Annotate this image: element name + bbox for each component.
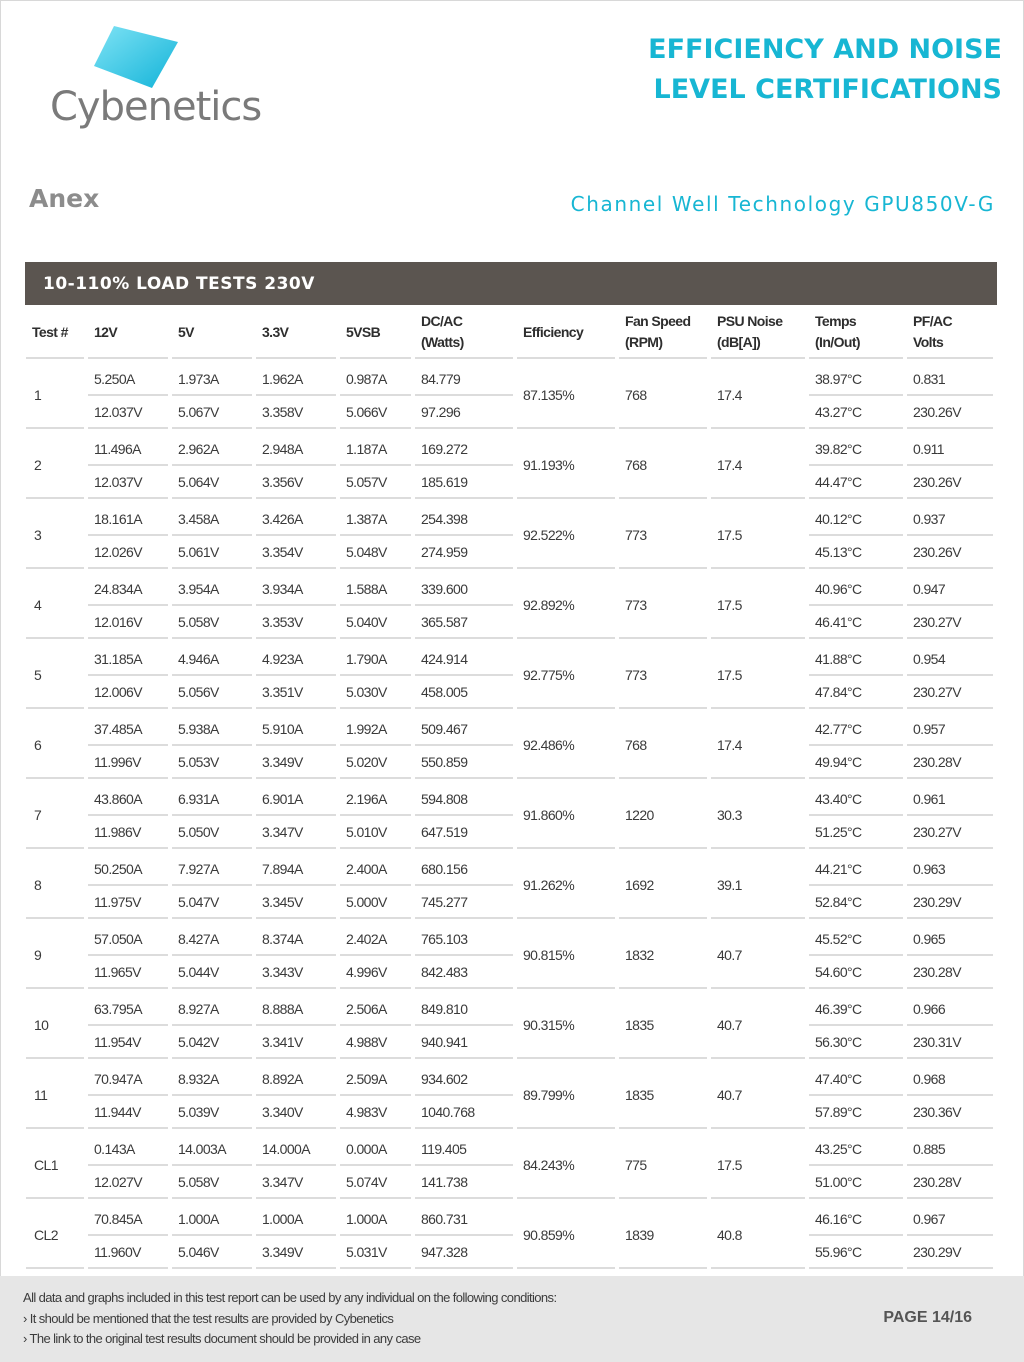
fan-speed-cell: 773: [619, 569, 707, 639]
dc-watts-cell: 849.810: [415, 989, 513, 1026]
temp-in-cell: 41.88°C: [809, 639, 903, 676]
voltage-5vsb-cell: 5.030V: [340, 676, 411, 709]
temp-in-cell: 43.40°C: [809, 779, 903, 816]
section-label: Anex: [29, 184, 100, 213]
current-12v-cell: 70.845A: [88, 1199, 168, 1236]
table-row: [26, 499, 993, 536]
current-3v3-cell: 1.000A: [256, 1199, 336, 1236]
voltage-5v-cell: 5.056V: [172, 676, 252, 709]
temp-out-cell: 51.25°C: [809, 816, 903, 849]
fan-speed-cell: 1839: [619, 1199, 707, 1269]
temp-in-cell: 39.82°C: [809, 429, 903, 466]
ac-volts-cell: 230.27V: [907, 676, 993, 709]
efficiency-cell: 90.859%: [517, 1199, 615, 1269]
ac-watts-cell: 141.738: [415, 1166, 513, 1199]
test-id-cell: CL2: [26, 1199, 84, 1269]
current-5v-cell: 7.927A: [172, 849, 252, 886]
current-3v3-cell: 6.901A: [256, 779, 336, 816]
ac-volts-cell: 230.31V: [907, 1026, 993, 1059]
efficiency-cell: 91.860%: [517, 779, 615, 849]
cybenetics-logo: [50, 22, 262, 132]
current-5vsb-cell: 1.992A: [340, 709, 411, 746]
efficiency-cell: 91.193%: [517, 429, 615, 499]
temp-out-cell: 45.13°C: [809, 536, 903, 569]
header-pf-volts: [907, 307, 993, 359]
table-row: [26, 1026, 993, 1059]
efficiency-cell: 90.315%: [517, 989, 615, 1059]
voltage-3v3-cell: 3.343V: [256, 956, 336, 989]
voltage-3v3-cell: 3.341V: [256, 1026, 336, 1059]
table-row: [26, 849, 993, 886]
current-3v3-cell: 8.888A: [256, 989, 336, 1026]
test-id-cell: 11: [26, 1059, 84, 1129]
current-5v-cell: 6.931A: [172, 779, 252, 816]
table-row: [26, 396, 993, 429]
header-dcac-line-1: DC/AC: [421, 313, 463, 329]
current-5vsb-cell: 0.987A: [340, 359, 411, 396]
test-id-cell: 4: [26, 569, 84, 639]
table-row: [26, 1236, 993, 1269]
current-5vsb-cell: 2.509A: [340, 1059, 411, 1096]
fan-speed-cell: 1832: [619, 919, 707, 989]
ac-volts-cell: 230.28V: [907, 746, 993, 779]
voltage-5v-cell: 5.044V: [172, 956, 252, 989]
footer-line-2: › It should be mentioned that the test results are provided by Cybenetics: [23, 1310, 394, 1326]
voltage-5vsb-cell: 5.066V: [340, 396, 411, 429]
dc-watts-cell: 680.156: [415, 849, 513, 886]
voltage-3v3-cell: 3.354V: [256, 536, 336, 569]
current-5v-cell: 4.946A: [172, 639, 252, 676]
table-row: [26, 779, 993, 816]
voltage-12v-cell: 12.027V: [88, 1166, 168, 1199]
table-row: [26, 569, 993, 606]
power-factor-cell: 0.885: [907, 1129, 993, 1166]
dc-watts-cell: 169.272: [415, 429, 513, 466]
voltage-12v-cell: 12.026V: [88, 536, 168, 569]
voltage-3v3-cell: 3.345V: [256, 886, 336, 919]
fan-speed-cell: 768: [619, 709, 707, 779]
ac-watts-cell: 842.483: [415, 956, 513, 989]
voltage-5vsb-cell: 5.000V: [340, 886, 411, 919]
efficiency-cell: 92.892%: [517, 569, 615, 639]
psu-noise-cell: 17.5: [711, 569, 805, 639]
header-temps-line-2: (In/Out): [815, 334, 860, 350]
voltage-5v-cell: 5.046V: [172, 1236, 252, 1269]
logo-diamond-icon: [92, 26, 188, 90]
current-5vsb-cell: 1.187A: [340, 429, 411, 466]
voltage-5v-cell: 5.067V: [172, 396, 252, 429]
power-factor-cell: 0.968: [907, 1059, 993, 1096]
table-row: [26, 359, 993, 396]
power-factor-cell: 0.961: [907, 779, 993, 816]
table-row: [26, 1129, 993, 1166]
current-5vsb-cell: 1.790A: [340, 639, 411, 676]
psu-noise-cell: 17.4: [711, 359, 805, 429]
fan-speed-cell: 773: [619, 639, 707, 709]
dc-watts-cell: 254.398: [415, 499, 513, 536]
temp-in-cell: 38.97°C: [809, 359, 903, 396]
temp-out-cell: 47.84°C: [809, 676, 903, 709]
test-id-cell: 6: [26, 709, 84, 779]
logo-text: Cybenetics: [50, 84, 262, 130]
header-dcac: [415, 307, 513, 359]
voltage-5vsb-cell: 5.020V: [340, 746, 411, 779]
efficiency-cell: 92.775%: [517, 639, 615, 709]
header-efficiency: Efficiency: [517, 307, 615, 359]
current-12v-cell: 70.947A: [88, 1059, 168, 1096]
temp-out-cell: 57.89°C: [809, 1096, 903, 1129]
voltage-12v-cell: 12.016V: [88, 606, 168, 639]
power-factor-cell: 0.967: [907, 1199, 993, 1236]
voltage-3v3-cell: 3.358V: [256, 396, 336, 429]
temp-out-cell: 54.60°C: [809, 956, 903, 989]
header-5vsb: 5VSB: [340, 307, 411, 359]
test-id-cell: 3: [26, 499, 84, 569]
voltage-3v3-cell: 3.349V: [256, 1236, 336, 1269]
voltage-12v-cell: 12.037V: [88, 466, 168, 499]
table-row: [26, 676, 993, 709]
voltage-3v3-cell: 3.356V: [256, 466, 336, 499]
current-12v-cell: 57.050A: [88, 919, 168, 956]
test-id-cell: 8: [26, 849, 84, 919]
psu-noise-cell: 40.7: [711, 1059, 805, 1129]
temp-in-cell: 40.12°C: [809, 499, 903, 536]
table-header-row: [26, 307, 993, 359]
fan-speed-cell: 768: [619, 359, 707, 429]
current-5v-cell: 8.427A: [172, 919, 252, 956]
dc-watts-cell: 84.779: [415, 359, 513, 396]
power-factor-cell: 0.965: [907, 919, 993, 956]
current-3v3-cell: 3.426A: [256, 499, 336, 536]
temp-in-cell: 40.96°C: [809, 569, 903, 606]
table-row: [26, 606, 993, 639]
table-row: [26, 1059, 993, 1096]
load-tests-table: [22, 307, 997, 1269]
power-factor-cell: 0.966: [907, 989, 993, 1026]
efficiency-cell: 89.799%: [517, 1059, 615, 1129]
ac-volts-cell: 230.29V: [907, 1236, 993, 1269]
current-12v-cell: 43.860A: [88, 779, 168, 816]
voltage-5vsb-cell: 4.988V: [340, 1026, 411, 1059]
voltage-5vsb-cell: 5.031V: [340, 1236, 411, 1269]
current-5vsb-cell: 2.400A: [340, 849, 411, 886]
voltage-5v-cell: 5.050V: [172, 816, 252, 849]
current-3v3-cell: 3.934A: [256, 569, 336, 606]
voltage-12v-cell: 11.944V: [88, 1096, 168, 1129]
fan-speed-cell: 1220: [619, 779, 707, 849]
test-id-cell: 5: [26, 639, 84, 709]
psu-noise-cell: 40.7: [711, 989, 805, 1059]
test-id-cell: 2: [26, 429, 84, 499]
dc-watts-cell: 119.405: [415, 1129, 513, 1166]
current-5vsb-cell: 1.387A: [340, 499, 411, 536]
test-id-cell: CL1: [26, 1129, 84, 1199]
dc-watts-cell: 860.731: [415, 1199, 513, 1236]
psu-noise-cell: 17.5: [711, 1129, 805, 1199]
header-dcac-line-2: (Watts): [421, 334, 464, 350]
fan-speed-cell: 1692: [619, 849, 707, 919]
dc-watts-cell: 509.467: [415, 709, 513, 746]
current-5v-cell: 14.003A: [172, 1129, 252, 1166]
current-3v3-cell: 1.962A: [256, 359, 336, 396]
table-row: [26, 989, 993, 1026]
current-3v3-cell: 8.374A: [256, 919, 336, 956]
temp-in-cell: 42.77°C: [809, 709, 903, 746]
page-number: PAGE 14/16: [883, 1309, 972, 1326]
header-fan-line-1: Fan Speed: [625, 313, 691, 329]
ac-watts-cell: 1040.768: [415, 1096, 513, 1129]
ac-watts-cell: 647.519: [415, 816, 513, 849]
current-5v-cell: 8.927A: [172, 989, 252, 1026]
current-3v3-cell: 2.948A: [256, 429, 336, 466]
ac-watts-cell: 185.619: [415, 466, 513, 499]
header-3v3: 3.3V: [256, 307, 336, 359]
ac-volts-cell: 230.36V: [907, 1096, 993, 1129]
temp-out-cell: 56.30°C: [809, 1026, 903, 1059]
voltage-3v3-cell: 3.340V: [256, 1096, 336, 1129]
temp-out-cell: 51.00°C: [809, 1166, 903, 1199]
test-id-cell: 1: [26, 359, 84, 429]
voltage-5vsb-cell: 4.996V: [340, 956, 411, 989]
current-12v-cell: 37.485A: [88, 709, 168, 746]
power-factor-cell: 0.947: [907, 569, 993, 606]
current-5vsb-cell: 2.506A: [340, 989, 411, 1026]
power-factor-cell: 0.957: [907, 709, 993, 746]
temp-out-cell: 52.84°C: [809, 886, 903, 919]
fan-speed-cell: 1835: [619, 989, 707, 1059]
current-5v-cell: 1.973A: [172, 359, 252, 396]
current-3v3-cell: 8.892A: [256, 1059, 336, 1096]
current-5vsb-cell: 1.588A: [340, 569, 411, 606]
table-row: [26, 709, 993, 746]
report-title-line-1: EFFICIENCY AND NOISE: [648, 34, 1002, 65]
header-pf-line-2: Volts: [913, 334, 944, 350]
table-row: [26, 1166, 993, 1199]
efficiency-cell: 90.815%: [517, 919, 615, 989]
current-5v-cell: 8.932A: [172, 1059, 252, 1096]
voltage-5vsb-cell: 5.010V: [340, 816, 411, 849]
ac-volts-cell: 230.27V: [907, 816, 993, 849]
voltage-12v-cell: 11.986V: [88, 816, 168, 849]
voltage-5v-cell: 5.039V: [172, 1096, 252, 1129]
power-factor-cell: 0.954: [907, 639, 993, 676]
voltage-3v3-cell: 3.347V: [256, 1166, 336, 1199]
dc-watts-cell: 339.600: [415, 569, 513, 606]
voltage-3v3-cell: 3.347V: [256, 816, 336, 849]
header-test: Test #: [26, 307, 84, 359]
table-row: [26, 639, 993, 676]
ac-watts-cell: 274.959: [415, 536, 513, 569]
voltage-5v-cell: 5.061V: [172, 536, 252, 569]
ac-volts-cell: 230.28V: [907, 1166, 993, 1199]
voltage-5vsb-cell: 5.048V: [340, 536, 411, 569]
ac-watts-cell: 940.941: [415, 1026, 513, 1059]
footer-line-1: All data and graphs included in this test report can be used by any individual on the following conditions:: [23, 1290, 557, 1305]
temp-in-cell: 43.25°C: [809, 1129, 903, 1166]
voltage-12v-cell: 11.960V: [88, 1236, 168, 1269]
current-12v-cell: 18.161A: [88, 499, 168, 536]
temp-out-cell: 44.47°C: [809, 466, 903, 499]
temp-in-cell: 46.16°C: [809, 1199, 903, 1236]
current-5vsb-cell: 2.196A: [340, 779, 411, 816]
efficiency-cell: 87.135%: [517, 359, 615, 429]
psu-noise-cell: 17.4: [711, 429, 805, 499]
current-12v-cell: 50.250A: [88, 849, 168, 886]
table-row: [26, 956, 993, 989]
efficiency-cell: 84.243%: [517, 1129, 615, 1199]
voltage-12v-cell: 11.954V: [88, 1026, 168, 1059]
current-3v3-cell: 7.894A: [256, 849, 336, 886]
current-12v-cell: 63.795A: [88, 989, 168, 1026]
efficiency-cell: 92.486%: [517, 709, 615, 779]
voltage-12v-cell: 11.975V: [88, 886, 168, 919]
power-factor-cell: 0.911: [907, 429, 993, 466]
voltage-5vsb-cell: 5.057V: [340, 466, 411, 499]
current-3v3-cell: 5.910A: [256, 709, 336, 746]
test-id-cell: 9: [26, 919, 84, 989]
power-factor-cell: 0.937: [907, 499, 993, 536]
ac-watts-cell: 97.296: [415, 396, 513, 429]
temp-out-cell: 43.27°C: [809, 396, 903, 429]
ac-volts-cell: 230.29V: [907, 886, 993, 919]
current-12v-cell: 0.143A: [88, 1129, 168, 1166]
ac-volts-cell: 230.26V: [907, 466, 993, 499]
temp-in-cell: 44.21°C: [809, 849, 903, 886]
table-row: [26, 886, 993, 919]
fan-speed-cell: 773: [619, 499, 707, 569]
table-row: [26, 1096, 993, 1129]
table-row: [26, 816, 993, 849]
product-name: Channel Well Technology GPU850V-G: [570, 192, 995, 216]
test-id-cell: 10: [26, 989, 84, 1059]
table-row: [26, 1199, 993, 1236]
footer: [0, 1276, 1024, 1362]
voltage-5v-cell: 5.053V: [172, 746, 252, 779]
header-noise-line-2: (dB[A]): [717, 334, 761, 350]
header-12v: 12V: [88, 307, 168, 359]
table-row: [26, 919, 993, 956]
current-5vsb-cell: 1.000A: [340, 1199, 411, 1236]
ac-watts-cell: 365.587: [415, 606, 513, 639]
temp-out-cell: 46.41°C: [809, 606, 903, 639]
ac-volts-cell: 230.26V: [907, 396, 993, 429]
voltage-12v-cell: 11.996V: [88, 746, 168, 779]
temp-out-cell: 55.96°C: [809, 1236, 903, 1269]
efficiency-cell: 91.262%: [517, 849, 615, 919]
ac-volts-cell: 230.26V: [907, 536, 993, 569]
voltage-5vsb-cell: 5.074V: [340, 1166, 411, 1199]
temp-out-cell: 49.94°C: [809, 746, 903, 779]
fan-speed-cell: 1835: [619, 1059, 707, 1129]
header-noise-line-1: PSU Noise: [717, 313, 783, 329]
psu-noise-cell: 17.5: [711, 639, 805, 709]
header-temps-line-1: Temps: [815, 313, 857, 329]
psu-noise-cell: 40.8: [711, 1199, 805, 1269]
temp-in-cell: 46.39°C: [809, 989, 903, 1026]
header-psu-noise: [711, 307, 805, 359]
psu-noise-cell: 40.7: [711, 919, 805, 989]
current-5v-cell: 3.954A: [172, 569, 252, 606]
ac-volts-cell: 230.27V: [907, 606, 993, 639]
temp-in-cell: 47.40°C: [809, 1059, 903, 1096]
current-12v-cell: 24.834A: [88, 569, 168, 606]
voltage-5v-cell: 5.064V: [172, 466, 252, 499]
ac-watts-cell: 458.005: [415, 676, 513, 709]
dc-watts-cell: 934.602: [415, 1059, 513, 1096]
voltage-5v-cell: 5.058V: [172, 606, 252, 639]
current-5vsb-cell: 2.402A: [340, 919, 411, 956]
efficiency-cell: 92.522%: [517, 499, 615, 569]
ac-watts-cell: 745.277: [415, 886, 513, 919]
table-banner: 10-110% LOAD TESTS 230V: [25, 262, 997, 305]
voltage-3v3-cell: 3.351V: [256, 676, 336, 709]
power-factor-cell: 0.963: [907, 849, 993, 886]
report-title-line-2: LEVEL CERTIFICATIONS: [653, 74, 1002, 105]
fan-speed-cell: 775: [619, 1129, 707, 1199]
psu-noise-cell: 30.3: [711, 779, 805, 849]
power-factor-cell: 0.831: [907, 359, 993, 396]
current-3v3-cell: 4.923A: [256, 639, 336, 676]
current-12v-cell: 31.185A: [88, 639, 168, 676]
dc-watts-cell: 424.914: [415, 639, 513, 676]
voltage-5vsb-cell: 4.983V: [340, 1096, 411, 1129]
current-5vsb-cell: 0.000A: [340, 1129, 411, 1166]
header-5v: 5V: [172, 307, 252, 359]
voltage-12v-cell: 11.965V: [88, 956, 168, 989]
temp-in-cell: 45.52°C: [809, 919, 903, 956]
voltage-3v3-cell: 3.349V: [256, 746, 336, 779]
current-5v-cell: 1.000A: [172, 1199, 252, 1236]
current-12v-cell: 11.496A: [88, 429, 168, 466]
ac-watts-cell: 947.328: [415, 1236, 513, 1269]
voltage-12v-cell: 12.006V: [88, 676, 168, 709]
test-id-cell: 7: [26, 779, 84, 849]
voltage-5v-cell: 5.058V: [172, 1166, 252, 1199]
header-fan-speed: [619, 307, 707, 359]
ac-volts-cell: 230.28V: [907, 956, 993, 989]
fan-speed-cell: 768: [619, 429, 707, 499]
header-temps: [809, 307, 903, 359]
current-5v-cell: 5.938A: [172, 709, 252, 746]
voltage-12v-cell: 12.037V: [88, 396, 168, 429]
ac-watts-cell: 550.859: [415, 746, 513, 779]
header-pf-line-1: PF/AC: [913, 313, 953, 329]
table-row: [26, 536, 993, 569]
table-row: [26, 466, 993, 499]
voltage-5vsb-cell: 5.040V: [340, 606, 411, 639]
table-row: [26, 429, 993, 466]
psu-noise-cell: 17.4: [711, 709, 805, 779]
report-title: [648, 30, 1002, 110]
header-fan-line-2: (RPM): [625, 334, 663, 350]
psu-noise-cell: 17.5: [711, 499, 805, 569]
dc-watts-cell: 594.808: [415, 779, 513, 816]
current-3v3-cell: 14.000A: [256, 1129, 336, 1166]
current-5v-cell: 3.458A: [172, 499, 252, 536]
footer-line-3: › The link to the original test results document should be provided in any case: [23, 1331, 421, 1346]
dc-watts-cell: 765.103: [415, 919, 513, 956]
voltage-5v-cell: 5.042V: [172, 1026, 252, 1059]
voltage-5v-cell: 5.047V: [172, 886, 252, 919]
current-5v-cell: 2.962A: [172, 429, 252, 466]
table-row: [26, 746, 993, 779]
current-12v-cell: 5.250A: [88, 359, 168, 396]
psu-noise-cell: 39.1: [711, 849, 805, 919]
voltage-3v3-cell: 3.353V: [256, 606, 336, 639]
footer-terms: [23, 1288, 556, 1350]
